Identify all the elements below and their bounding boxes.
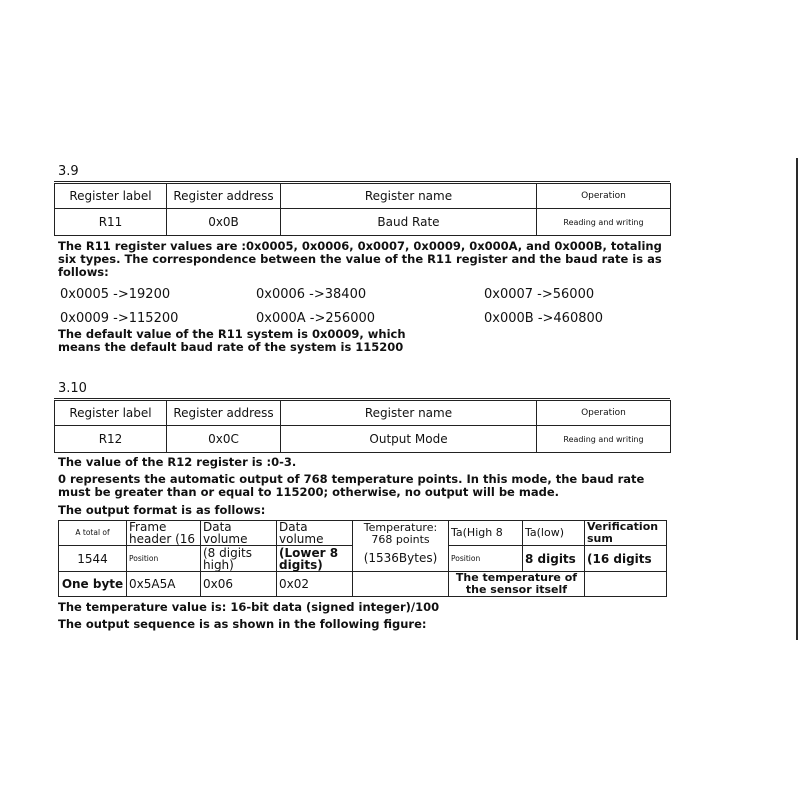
r12-mode-0: 0 represents the automatic output of 768 temperature points. In this mode, the baud rate must be greater than or equal to 115200; otherwise, no output will be made. [58,472,645,499]
section-rule [54,398,670,399]
format-cell-volume-low-value: 0x02 [277,572,353,597]
format-cell-8-digits-high: (8 digits high) [201,546,277,572]
format-cell-16-digits: (16 digits [585,546,667,572]
format-cell-lower-8-digits: (Lower 8 digits) [277,546,353,572]
format-cell-total-count: 1544 [59,546,127,572]
cell-operation: Reading and writing [537,426,671,453]
baud-value: 0x0006 ->38400 [256,287,367,302]
default-baud-note: The default value of the R11 system is 0x0009, which means the default baud rate of the system is 115200 [58,327,406,354]
baud-value: 0x0009 ->115200 [60,311,179,326]
format-cell-temperature-points [353,521,449,572]
header-operation: Operation [537,184,671,209]
section-number-3-10: 3.10 [58,381,87,396]
format-cell-verification-sum: Verification sum [585,521,667,546]
header-register-name: Register name [281,401,537,426]
temperature-value-note: The temperature value is: 16-bit data (signed integer)/100 [58,600,440,614]
header-register-label: Register label [55,401,167,426]
cell-register-address: 0x0B [167,209,281,236]
r11-description: The R11 register values are :0x0005, 0x0006, 0x0007, 0x0009, 0x000A, and 0x000B, totaling six types. The correspondence between the value of the R11 register and the baud rate is as follows: [58,239,662,279]
format-cell-empty [353,572,449,597]
page-edge-line [796,158,798,640]
baud-value: 0x0005 ->19200 [60,287,171,302]
register-table-r11 [54,183,671,236]
header-register-address: Register address [167,184,281,209]
format-cell-ta-high: Ta(High 8 [449,521,523,546]
format-cell-ta-low: Ta(low) [523,521,585,546]
cell-register-name: Baud Rate [281,209,537,236]
format-cell-data-volume-low: Data volume [277,521,353,546]
format-cell-position: Position [127,546,201,572]
temperature-points-bytes: (1536Bytes) [363,551,438,565]
temperature-points-label: Temperature: 768 points [363,521,438,546]
format-cell-frame-header: Frame header (16 [127,521,201,546]
baud-value: 0x000B ->460800 [484,311,604,326]
format-cell-empty [585,572,667,597]
header-register-name: Register name [281,184,537,209]
output-sequence-note: The output sequence is as shown in the following figure: [58,617,427,631]
output-format-label: The output format is as follows: [58,503,266,517]
header-register-label: Register label [55,184,167,209]
section-rule [54,181,670,182]
section-number-3-9: 3.9 [58,164,79,179]
cell-register-label: R11 [55,209,167,236]
register-table-r12 [54,400,671,453]
cell-operation: Reading and writing [537,209,671,236]
baud-value: 0x0007 ->56000 [484,287,595,302]
format-cell-8-digits: 8 digits [523,546,585,572]
format-cell-sensor-temperature: The temperature of the sensor itself [449,572,585,597]
format-cell-header-value: 0x5A5A [127,572,201,597]
format-cell-ta-position: Position [449,546,523,572]
r12-range: The value of the R12 register is :0-3. [58,455,297,469]
output-format-table [58,520,667,597]
header-operation: Operation [537,401,671,426]
format-cell-one-byte: One byte [59,572,127,597]
cell-register-name: Output Mode [281,426,537,453]
format-cell-volume-high-value: 0x06 [201,572,277,597]
format-cell-data-volume-high: Data volume [201,521,277,546]
cell-register-label: R12 [55,426,167,453]
format-cell-total: A total of [59,521,127,546]
baud-value: 0x000A ->256000 [256,311,376,326]
header-register-address: Register address [167,401,281,426]
cell-register-address: 0x0C [167,426,281,453]
